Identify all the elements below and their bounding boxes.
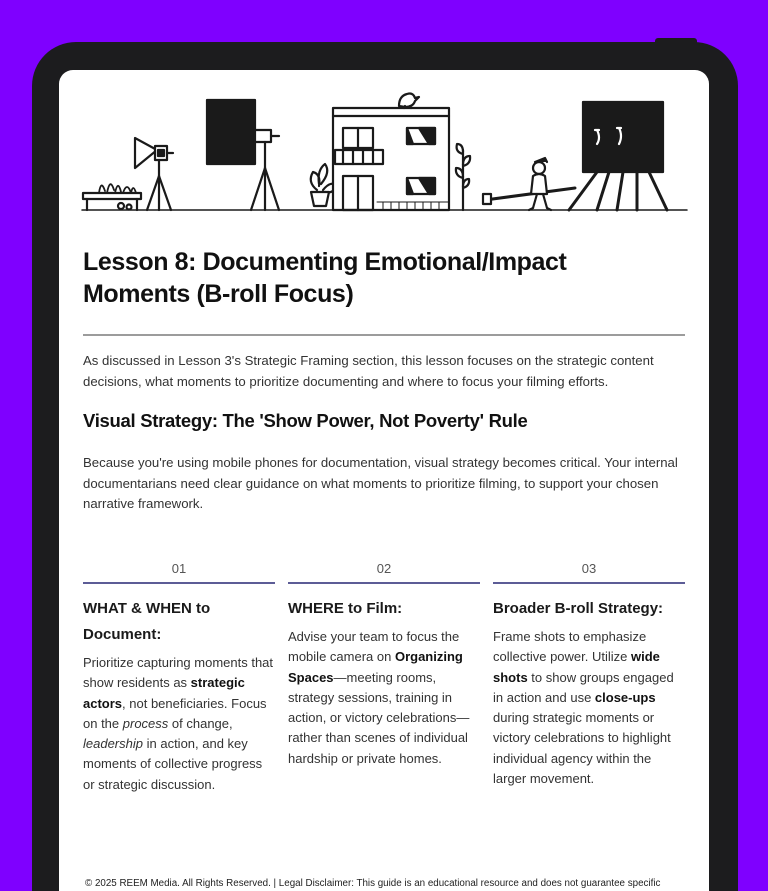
text-emphasis-italic: process — [122, 715, 169, 731]
column-text — [83, 653, 275, 795]
text-segment: , not beneficiaries. Focus on the — [83, 695, 267, 731]
text-emphasis-strong: Organizing Spaces — [288, 649, 463, 685]
bench-icon — [83, 184, 141, 210]
column-rule — [83, 582, 275, 584]
softbox-icon — [207, 100, 279, 210]
strategy-column-broll — [493, 560, 685, 789]
film-set-illustration — [77, 80, 691, 230]
text-segment: during strategic moments or victory celebrations to highlight individual agency within the larger movement. — [493, 710, 671, 787]
section-body: Because you're using mobile phones for documentation, visual strategy becomes critical. Your internal documentarians need clear guidance on what moments to prioritize filming, to support your chosen narrative framework. — [83, 455, 678, 511]
text-segment: Frame shots to emphasize collective power. Utilize — [493, 629, 647, 665]
camera-board-icon — [569, 102, 667, 210]
section-heading: Visual Strategy: The 'Show Power, Not Poverty' Rule — [83, 410, 528, 431]
column-text — [288, 627, 480, 769]
text-segment: of change, — [168, 715, 233, 731]
text-segment: to show groups engaged in action and use — [493, 669, 674, 705]
column-title: WHAT & WHEN to Document: — [83, 600, 211, 643]
column-number: 03 — [581, 561, 597, 576]
column-rule — [493, 582, 685, 584]
title-divider — [83, 334, 685, 336]
lesson-title: Lesson 8: Documenting Emotional/Impact Moments (B-roll Focus) — [83, 248, 567, 308]
column-title: WHERE to Film: — [288, 600, 403, 617]
tree-icon — [456, 144, 470, 210]
building-icon — [333, 94, 449, 211]
text-emphasis-italic: leadership — [83, 736, 143, 752]
strategy-column-what-when — [83, 560, 275, 795]
text-segment: in action, and key moments of collective progress or strategic discussion. — [83, 736, 263, 792]
boom-operator-icon — [483, 158, 575, 210]
strategy-column-where — [288, 560, 480, 769]
column-title: Broader B-roll Strategy: — [493, 600, 664, 617]
text-segment: Advise your team to focus the mobile camera on — [288, 629, 460, 665]
text-segment: —meeting rooms, strategy sessions, training in action, or victory celebrations—rather than scenes of individual hardship or private homes. — [288, 669, 470, 766]
text-emphasis-strong: wide shots — [493, 649, 660, 685]
text-segment: Prioritize capturing moments that show residents as — [83, 655, 274, 691]
legal-footer: © 2025 REEM Media. All Rights Reserved. | Legal Disclaimer: This guide is an educational resource and does not guarantee specific — [85, 878, 661, 889]
column-rule — [288, 582, 480, 584]
column-number: 02 — [376, 561, 392, 576]
column-text — [493, 627, 685, 789]
column-number: 01 — [171, 561, 187, 576]
tablet-screen — [59, 70, 709, 891]
text-emphasis-strong: strategic actors — [83, 675, 245, 711]
lesson-intro: As discussed in Lesson 3's Strategic Framing section, this lesson focuses on the strategic content decisions, what moments to prioritize documenting and where to focus your filming efforts. — [83, 353, 654, 389]
text-emphasis-strong: close-ups — [594, 689, 656, 705]
